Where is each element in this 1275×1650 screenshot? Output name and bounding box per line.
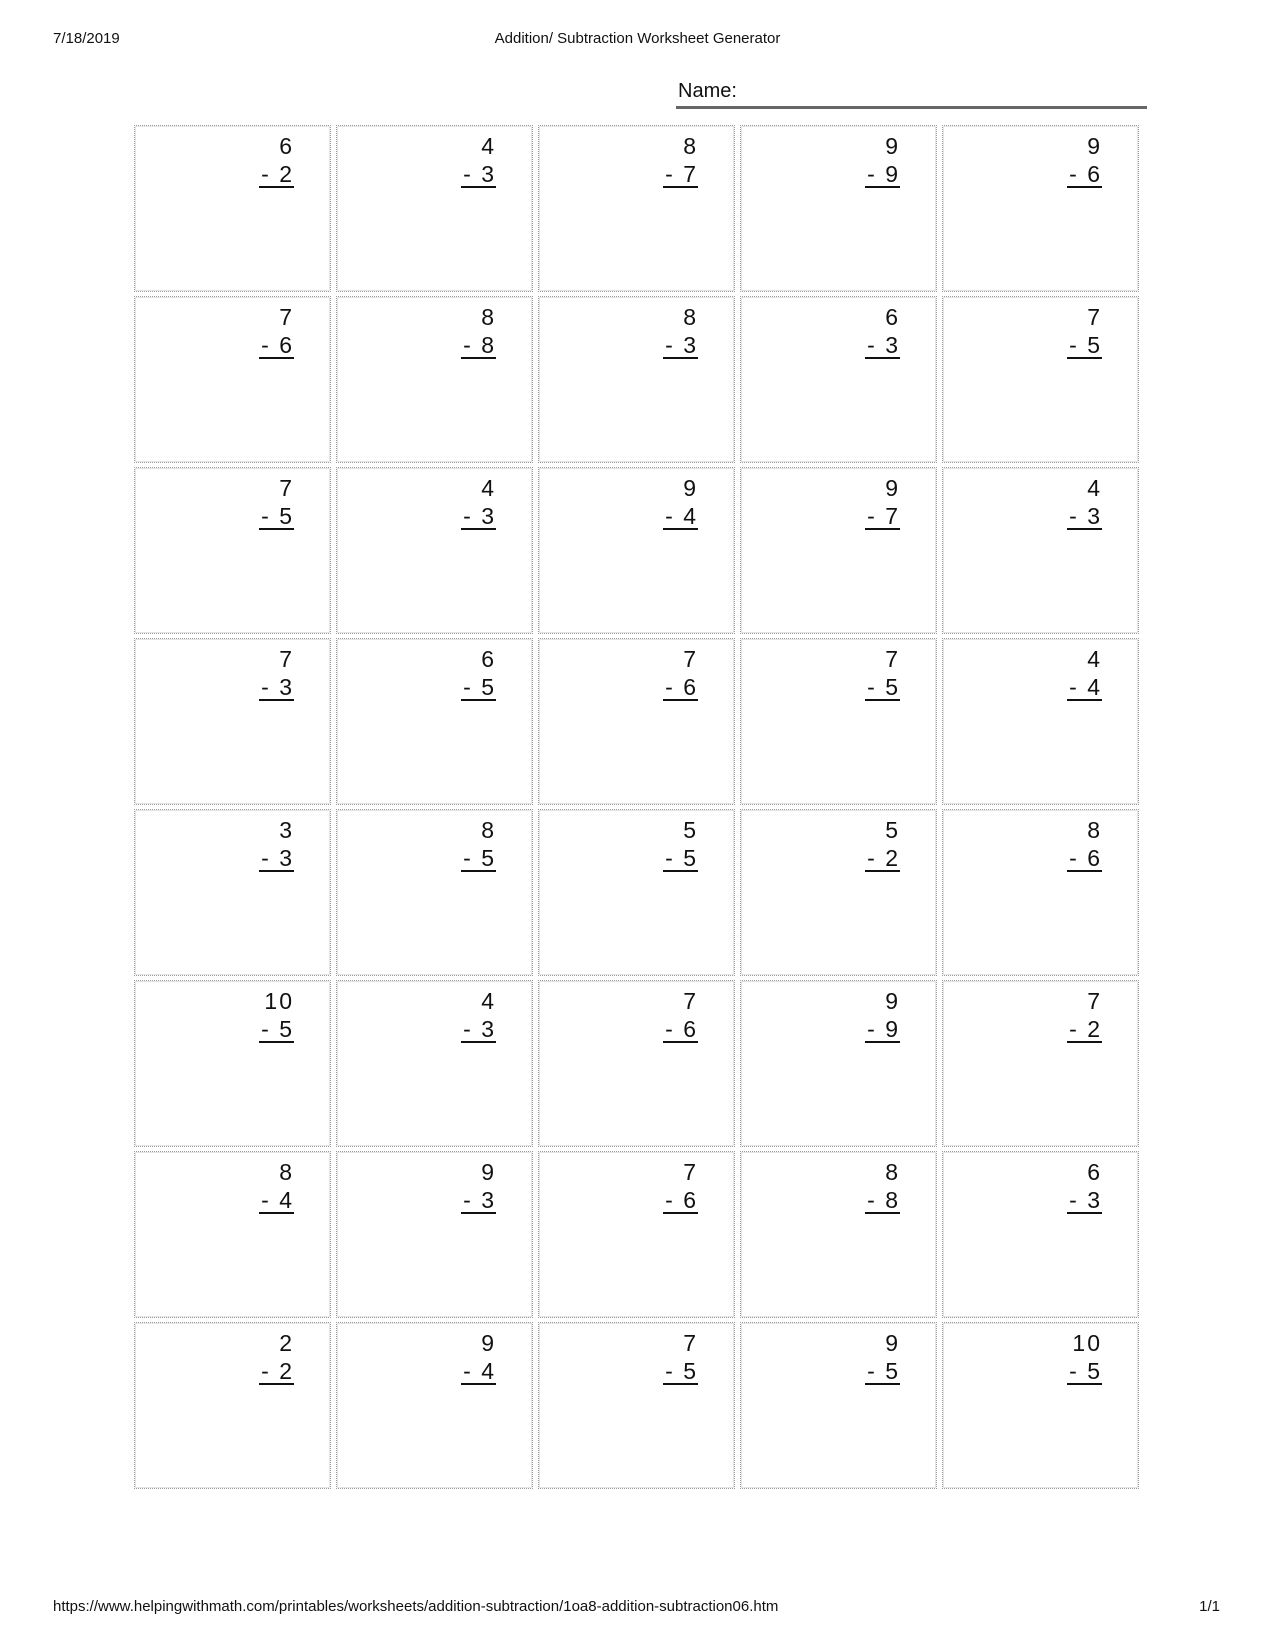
problem-cell [134,296,331,463]
problem-grid [134,125,1139,1489]
problem-cell [740,980,937,1147]
problem-cell [942,467,1139,634]
problem-cell [740,125,937,292]
subtraction-problem [663,1158,698,1214]
minuend: 7 [279,475,294,501]
problem-cell [134,1151,331,1318]
problem-cell [336,125,533,292]
subtraction-problem [663,474,698,530]
minuend: 6 [1087,1159,1102,1185]
subtrahend: - 4 [665,503,698,529]
minuend: 7 [683,988,698,1014]
subtrahend: - 6 [1069,161,1102,187]
minuend: 5 [885,817,900,843]
subtrahend: - 6 [261,332,294,358]
problem-cell [538,1151,735,1318]
subtrahend: - 3 [261,674,294,700]
minuend: 9 [481,1159,496,1185]
subtraction-problem [865,1329,900,1385]
problem-cell [336,809,533,976]
subtrahend: - 5 [1069,332,1102,358]
subtrahend: - 5 [665,1358,698,1384]
minuend: 8 [481,817,496,843]
problem-cell [942,809,1139,976]
problem-cell [336,1151,533,1318]
subtraction-problem [461,474,496,530]
subtraction-problem [461,1158,496,1214]
problem-cell [336,638,533,805]
problem-cell [538,809,735,976]
minuend: 4 [1087,646,1102,672]
subtrahend: - 3 [463,503,496,529]
minuend: 4 [1087,475,1102,501]
subtraction-problem [663,987,698,1043]
subtrahend: - 9 [867,1016,900,1042]
minuend: 7 [683,1159,698,1185]
subtraction-problem [259,987,294,1043]
subtraction-problem [1067,645,1102,701]
subtrahend: - 5 [261,503,294,529]
subtraction-problem [1067,816,1102,872]
subtrahend: - 2 [867,845,900,871]
minuend: 7 [683,646,698,672]
minuend: 8 [885,1159,900,1185]
subtrahend: - 4 [1069,674,1102,700]
problem-cell [740,809,937,976]
subtrahend: - 3 [261,845,294,871]
subtraction-problem [663,303,698,359]
subtraction-problem [461,645,496,701]
subtrahend: - 4 [463,1358,496,1384]
subtrahend: - 7 [867,503,900,529]
minuend: 7 [1087,304,1102,330]
name-field [676,78,1147,109]
subtraction-problem [865,1158,900,1214]
problem-cell [336,467,533,634]
subtraction-problem [461,987,496,1043]
subtraction-problem [259,303,294,359]
subtraction-problem [259,474,294,530]
problem-cell [134,467,331,634]
problem-cell [336,296,533,463]
subtrahend: - 6 [665,1187,698,1213]
subtrahend: - 3 [867,332,900,358]
subtrahend: - 2 [1069,1016,1102,1042]
subtraction-problem [663,645,698,701]
problem-cell [740,1151,937,1318]
print-footer-page-number: 1/1 [1199,1598,1220,1615]
subtraction-problem [259,132,294,188]
subtraction-problem [1067,132,1102,188]
subtraction-problem [259,645,294,701]
minuend: 8 [683,304,698,330]
subtrahend: - 2 [261,161,294,187]
problem-cell [942,638,1139,805]
subtrahend: - 5 [463,845,496,871]
subtrahend: - 8 [867,1187,900,1213]
print-footer-url: https://www.helpingwithmath.com/printables/worksheets/addition-subtraction/1oa8-addition-subtraction06.htm [53,1598,779,1615]
subtrahend: - 4 [261,1187,294,1213]
subtrahend: - 5 [867,1358,900,1384]
minuend: 9 [481,1330,496,1356]
subtrahend: - 5 [867,674,900,700]
subtrahend: - 9 [867,161,900,187]
print-header-title: Addition/ Subtraction Worksheet Generator [494,30,781,47]
minuend: 10 [264,988,294,1014]
subtraction-problem [1067,303,1102,359]
problem-cell [740,1322,937,1489]
subtrahend: - 2 [261,1358,294,1384]
problem-cell [942,980,1139,1147]
subtrahend: - 6 [665,674,698,700]
problem-cell [942,125,1139,292]
problem-cell [336,1322,533,1489]
subtrahend: - 5 [665,845,698,871]
problem-cell [538,467,735,634]
minuend: 7 [279,304,294,330]
problem-cell [538,980,735,1147]
minuend: 8 [1087,817,1102,843]
minuend: 3 [279,817,294,843]
subtraction-problem [1067,987,1102,1043]
minuend: 9 [1087,133,1102,159]
subtraction-problem [1067,474,1102,530]
print-header-date: 7/18/2019 [53,30,120,47]
minuend: 8 [279,1159,294,1185]
subtraction-problem [1067,1158,1102,1214]
problem-cell [538,1322,735,1489]
subtraction-problem [1067,1329,1102,1385]
subtrahend: - 3 [463,161,496,187]
subtraction-problem [461,1329,496,1385]
name-label: Name: [678,80,737,102]
minuend: 4 [481,475,496,501]
subtrahend: - 3 [463,1016,496,1042]
problem-cell [134,980,331,1147]
problem-cell [942,1151,1139,1318]
minuend: 8 [683,133,698,159]
subtrahend: - 7 [665,161,698,187]
subtrahend: - 8 [463,332,496,358]
problem-cell [538,296,735,463]
problem-cell [134,125,331,292]
subtraction-problem [865,645,900,701]
problem-cell [740,467,937,634]
problem-cell [134,638,331,805]
subtrahend: - 5 [1069,1358,1102,1384]
subtrahend: - 6 [1069,845,1102,871]
subtraction-problem [663,816,698,872]
minuend: 9 [885,133,900,159]
minuend: 8 [481,304,496,330]
minuend: 10 [1072,1330,1102,1356]
problem-cell [740,296,937,463]
problem-cell [134,1322,331,1489]
subtrahend: - 6 [665,1016,698,1042]
subtraction-problem [461,132,496,188]
subtraction-problem [461,303,496,359]
problem-cell [942,296,1139,463]
minuend: 7 [1087,988,1102,1014]
minuend: 5 [683,817,698,843]
subtrahend: - 3 [1069,1187,1102,1213]
minuend: 4 [481,988,496,1014]
subtraction-problem [865,474,900,530]
minuend: 9 [683,475,698,501]
problem-cell [538,638,735,805]
minuend: 9 [885,475,900,501]
subtraction-problem [259,1329,294,1385]
problem-cell [336,980,533,1147]
minuend: 9 [885,1330,900,1356]
subtraction-problem [461,816,496,872]
subtraction-problem [259,1158,294,1214]
problem-cell [942,1322,1139,1489]
minuend: 6 [481,646,496,672]
problem-cell [134,809,331,976]
minuend: 4 [481,133,496,159]
subtraction-problem [259,816,294,872]
subtraction-problem [663,1329,698,1385]
subtraction-problem [865,132,900,188]
minuend: 9 [885,988,900,1014]
subtrahend: - 5 [261,1016,294,1042]
minuend: 6 [885,304,900,330]
subtrahend: - 3 [665,332,698,358]
problem-cell [538,125,735,292]
minuend: 7 [683,1330,698,1356]
minuend: 7 [279,646,294,672]
subtrahend: - 3 [463,1187,496,1213]
subtraction-problem [865,303,900,359]
subtraction-problem [865,987,900,1043]
subtraction-problem [865,816,900,872]
subtrahend: - 5 [463,674,496,700]
subtraction-problem [663,132,698,188]
minuend: 7 [885,646,900,672]
minuend: 6 [279,133,294,159]
problem-cell [740,638,937,805]
minuend: 2 [279,1330,294,1356]
subtrahend: - 3 [1069,503,1102,529]
